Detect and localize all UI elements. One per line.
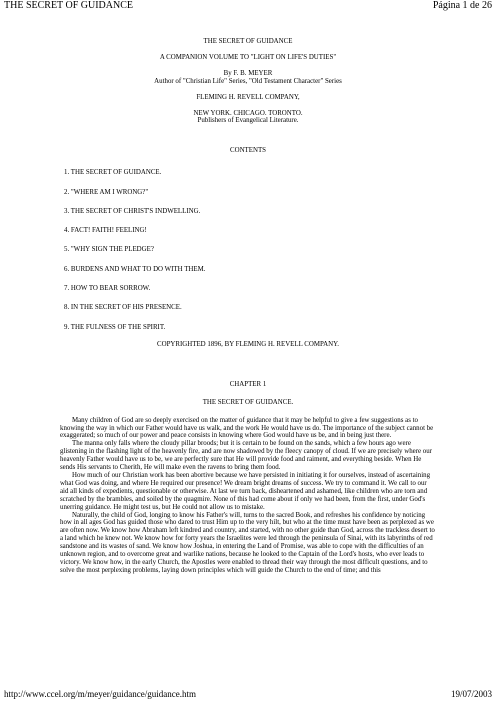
publisher-description: Publishers of Evangelical Literature.: [197, 117, 299, 125]
contents-item: 2. "WHERE AM I WRONG?": [64, 188, 149, 196]
contents-item: 4. FACT! FAITH! FEELING!: [64, 227, 147, 235]
book-subtitle: A COMPANION VOLUME TO "LIGHT ON LIFE'S DUTIES": [159, 53, 337, 61]
book-title: THE SECRET OF GUIDANCE: [203, 38, 293, 45]
header-page-indicator: Página 1 de 26: [432, 0, 492, 11]
publisher-cities: NEW YORK. CHICAGO. TORONTO.: [193, 109, 303, 117]
author-works: Author of "Christian Life" Series, "Old Testament Character" Series: [154, 77, 342, 85]
chapter-number: CHAPTER 1: [229, 380, 267, 388]
contents-item: 1. THE SECRET OF GUIDANCE.: [64, 169, 162, 177]
body-paragraph: Many children of God are so deeply exercised on the matter of guidance that it may be helpful to give a few suggestions as to knowing the way in which our Father would have us walk, and the work He would have us do. The importance of the subject cannot be exaggerated; so much of our power and peace consists in knowing where God would have us be, and in being just there.: [60, 416, 434, 440]
footer-url[interactable]: http://www.ccel.org/m/meyer/guidance/guidance.htm: [4, 689, 196, 699]
body-paragraph: How much of our Christian work has been abortive because we have persisted in initiating it for ourselves, instead of ascertaining what God was doing, and where He required our presence! We dream bright dreams of success. We try to command it. We call to our aid all kinds of expedients, questionable or otherwise. At last we turn back, disheartened and ashamed, like children who are torn and scratched by the brambles, and soiled by the quagmire. None of this had come about if only we had been, from the first, under God's unerring guidance. He might test us, but He could not allow us to mistake.: [60, 471, 431, 511]
contents-heading: CONTENTS: [230, 147, 266, 155]
contents-item: 5. "WHY SIGN THE PLEDGE?: [64, 246, 154, 254]
title-block: [60, 38, 436, 125]
contents-item: 7. HOW TO BEAR SORROW.: [64, 285, 151, 293]
author-line: By F. B. MEYER: [223, 69, 273, 77]
contents-list: [60, 169, 436, 331]
header-title: THE SECRET OF GUIDANCE: [4, 0, 133, 11]
contents-item: 8. IN THE SECRET OF HIS PRESENCE.: [64, 304, 182, 312]
page-footer: [4, 688, 492, 700]
contents-item: 3. THE SECRET OF CHRIST'S INDWELLING.: [64, 207, 201, 215]
contents-item: 6. BURDENS AND WHAT TO DO WITH THEM.: [64, 265, 206, 273]
publisher-name: FLEMING H. REVELL COMPANY,: [196, 93, 300, 101]
contents-item: 9. THE FULNESS OF THE SPIRIT.: [64, 323, 166, 331]
copyright-line: COPYRIGHTED 1896, BY FLEMING H. REVELL COMPANY.: [157, 340, 339, 348]
page-header: [4, 0, 492, 12]
chapter-title: THE SECRET OF GUIDANCE.: [202, 398, 294, 406]
document-body: [60, 38, 436, 575]
body-paragraph: Naturally, the child of God, longing to know his Father's will, turns to the sacred Book, and refreshes his confidence by noticing how in all ages God has guided those who dared to trust Him up to the very hilt, but who at the time must have been as perplexed as we are often now. We know how Abraham left kindred and country, and started, with no other guide than God, across the trackless desert to a land which he knew not. We know how for forty years the Israelites were led through the peninsula of Sinai, with its labyrinths of red sandstone and its wastes of sand. We know how Joshua, in entering the Land of Promise, was able to cope with the difficulties of an unknown region, and to overcome great and warlike nations, because he looked to the Captain of the Lord's hosts, who ever leads to victory. We know how, in the early Church, the Apostles were enabled to thread their way through the most difficult questions, and to solve the most perplexing problems, laying down principles which will guide the Church to the end of time; and this: [60, 511, 435, 574]
footer-date: 19/07/2003: [450, 689, 492, 699]
body-paragraph: The manna only falls where the cloudy pillar broods; but it is certain to be found on the sands, which a few hours ago were glistening in the flashing light of the heavenly fire, and are now shadowed by the fleecy canopy of cloud. If we are precisely where our heavenly Father would have us to be, we are perfectly sure that He will provide food and raiment, and everything beside. When He sends His servants to Cherith, He will make even the ravens to bring them food.: [60, 440, 432, 472]
